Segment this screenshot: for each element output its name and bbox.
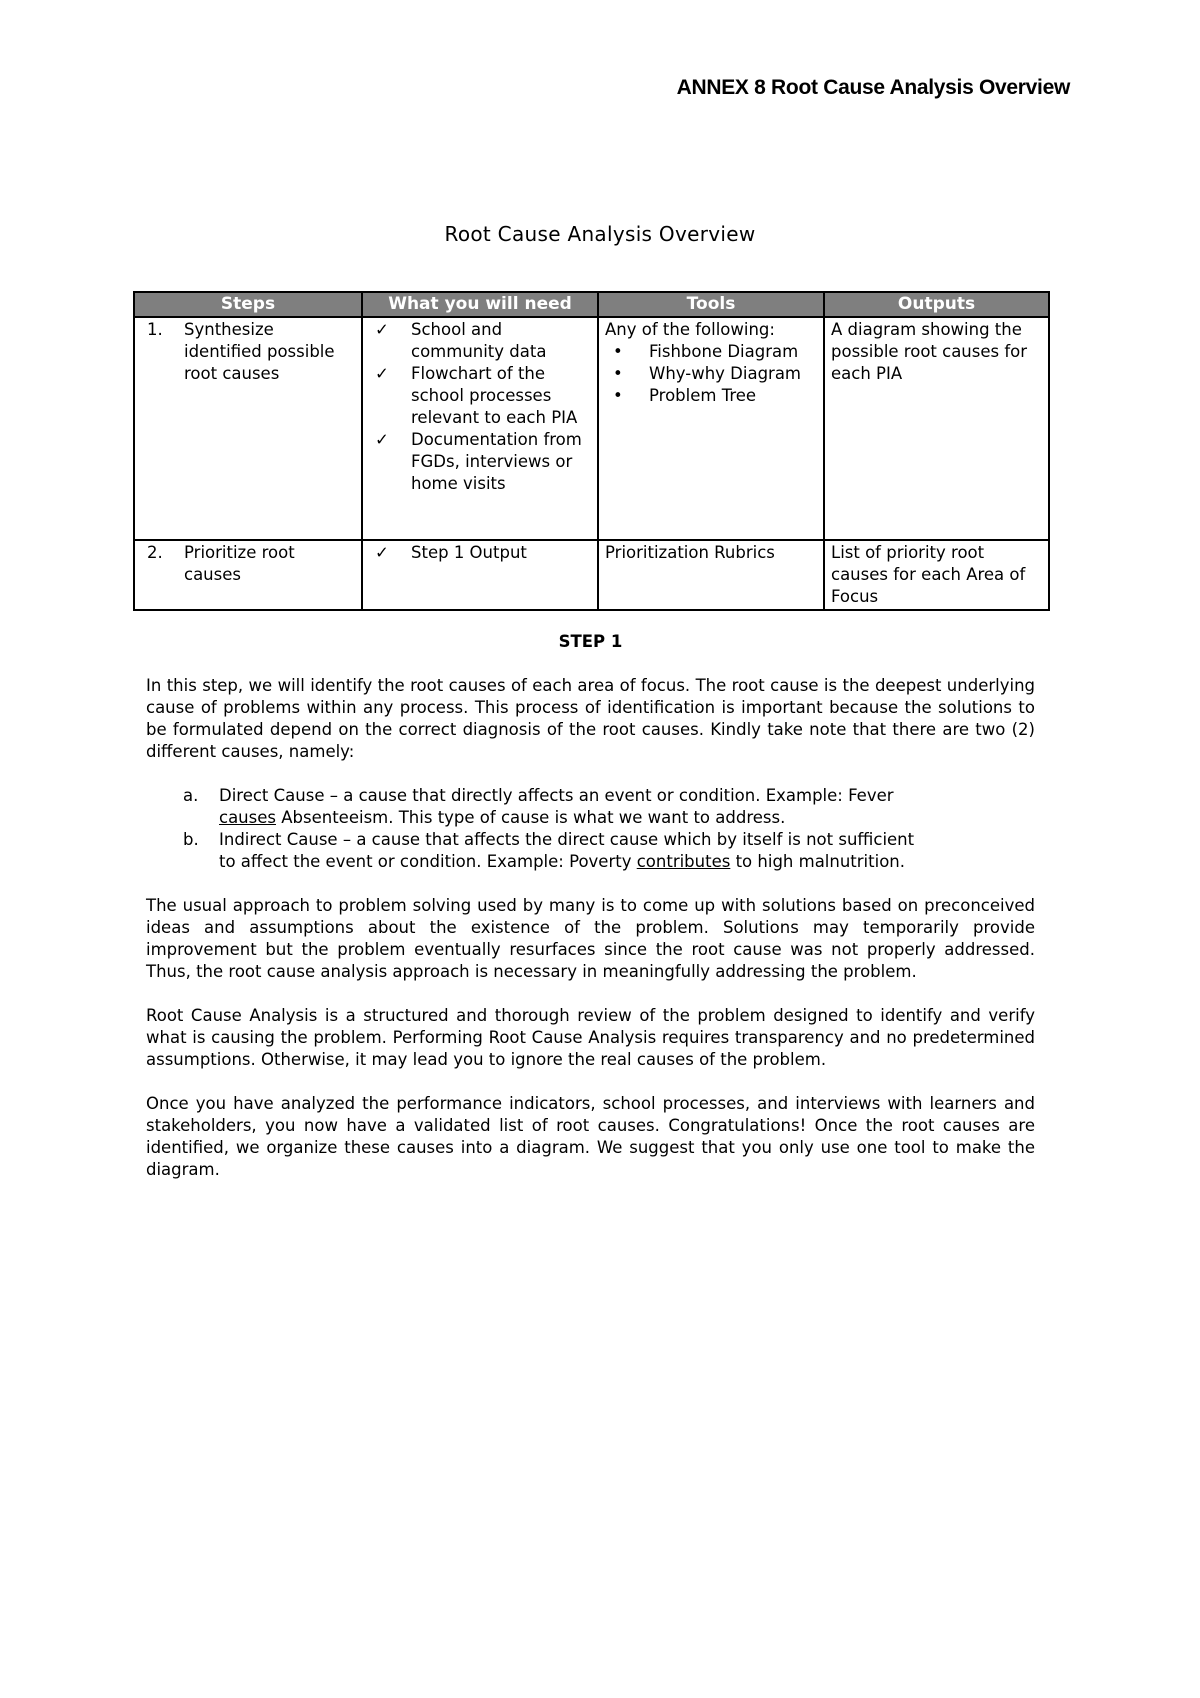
list-item [369,319,591,363]
cause-text [219,829,1035,873]
tools-cell: Prioritization Rubrics [598,540,824,610]
needs-cell [362,540,598,610]
need-text: School and community data [411,320,547,361]
body-paragraph: Once you have analyzed the performance indicators, school processes, and interviews with learners and stakeholders, you now have a validated list of root causes. Congratulations! Once the root causes are identified, we organize these causes into a diagram. We suggest that you only use one tool to make the diagram. [146,1094,1035,1179]
body-paragraph: The usual approach to problem solving used by many is to come up with solutions based on preconceived ideas and assumptions about the existence of the problem. Solutions may temporarily provide improvement but the problem eventually resurfaces since the root cause was not properly addressed. Thus, the root cause analysis approach is necessary in meaningfully addressing the problem. [146,896,1035,981]
step-number: 1. [147,320,163,339]
output-cell: List of priority root causes for each Area of Focus [824,540,1049,610]
cause-tail: Absenteeism. This type of cause is what we want to address. [276,808,786,827]
header-steps: Steps [134,292,362,317]
needs-cell [362,317,598,540]
tools-intro: Any of the following: [605,320,775,339]
page-title: Root Cause Analysis Overview [444,222,756,246]
body-text [146,631,1035,1203]
cause-lead: Direct Cause – a cause that directly affects an event or condition. Example: Fever [219,786,894,805]
step-text: Synthesize identified possible root causes [184,320,335,383]
root-cause-table [133,291,1050,611]
step-text: Prioritize root causes [184,543,295,584]
tools-cell [598,317,824,540]
bullet-icon: • [613,386,623,405]
cause-underlined: causes [219,808,276,827]
checkmark-icon: ✓ [375,430,389,449]
annex-header: ANNEX 8 Root Cause Analysis Overview [676,76,1070,99]
cause-tail: to high malnutrition. [730,852,905,871]
causes-list [146,785,1035,873]
body-paragraph: Root Cause Analysis is a structured and thorough review of the problem designed to identify and verify what is causing the problem. Performing Root Cause Analysis requires transparency and no predetermined assumptions. Otherwise, it may lead you to ignore the real causes of the problem. [146,1006,1035,1069]
cause-lead: Indirect Cause – a cause that affects the direct cause which by itself is not sufficient to affect the event or condition. Example: Poverty [219,830,915,871]
need-text: Step 1 Output [411,543,527,562]
step-number: 2. [147,543,163,562]
need-text: Documentation from FGDs, interviews or home visits [411,430,582,493]
cause-underlined: contributes [636,852,731,871]
list-item [605,385,817,407]
tool-text: Problem Tree [649,386,757,405]
list-item [605,341,817,363]
bullet-icon: • [613,364,623,383]
header-what-you-will-need: What you will need [362,292,598,317]
table-header-row [134,292,1049,317]
tool-text: Fishbone Diagram [649,342,799,361]
table-row [134,540,1049,610]
list-item [369,363,591,429]
list-item [605,363,817,385]
checkmark-icon: ✓ [375,320,389,339]
list-item [369,429,591,495]
need-text: Flowchart of the school processes relevant to each PIA [411,364,578,427]
list-item [369,542,591,564]
table-row [134,317,1049,540]
checkmark-icon: ✓ [375,543,389,562]
cause-text [219,785,1035,829]
bullet-icon: • [613,342,623,361]
tool-text: Why-why Diagram [649,364,802,383]
list-item [146,829,1035,873]
header-outputs: Outputs [824,292,1049,317]
step-cell [134,317,362,540]
output-cell: A diagram showing the possible root causes for each PIA [824,317,1049,540]
step-heading: STEP 1 [558,632,623,651]
checkmark-icon: ✓ [375,364,389,383]
intro-paragraph: In this step, we will identify the root causes of each area of focus. The root cause is the deepest underlying cause of problems within any process. This process of identification is important because the solutions to be formulated depend on the correct diagnosis of the root causes. Kindly take note that there are two (2) different causes, namely: [146,676,1035,761]
list-letter: b. [183,830,199,849]
header-tools: Tools [598,292,824,317]
list-item [146,785,1035,829]
step-cell [134,540,362,610]
list-letter: a. [183,786,199,805]
